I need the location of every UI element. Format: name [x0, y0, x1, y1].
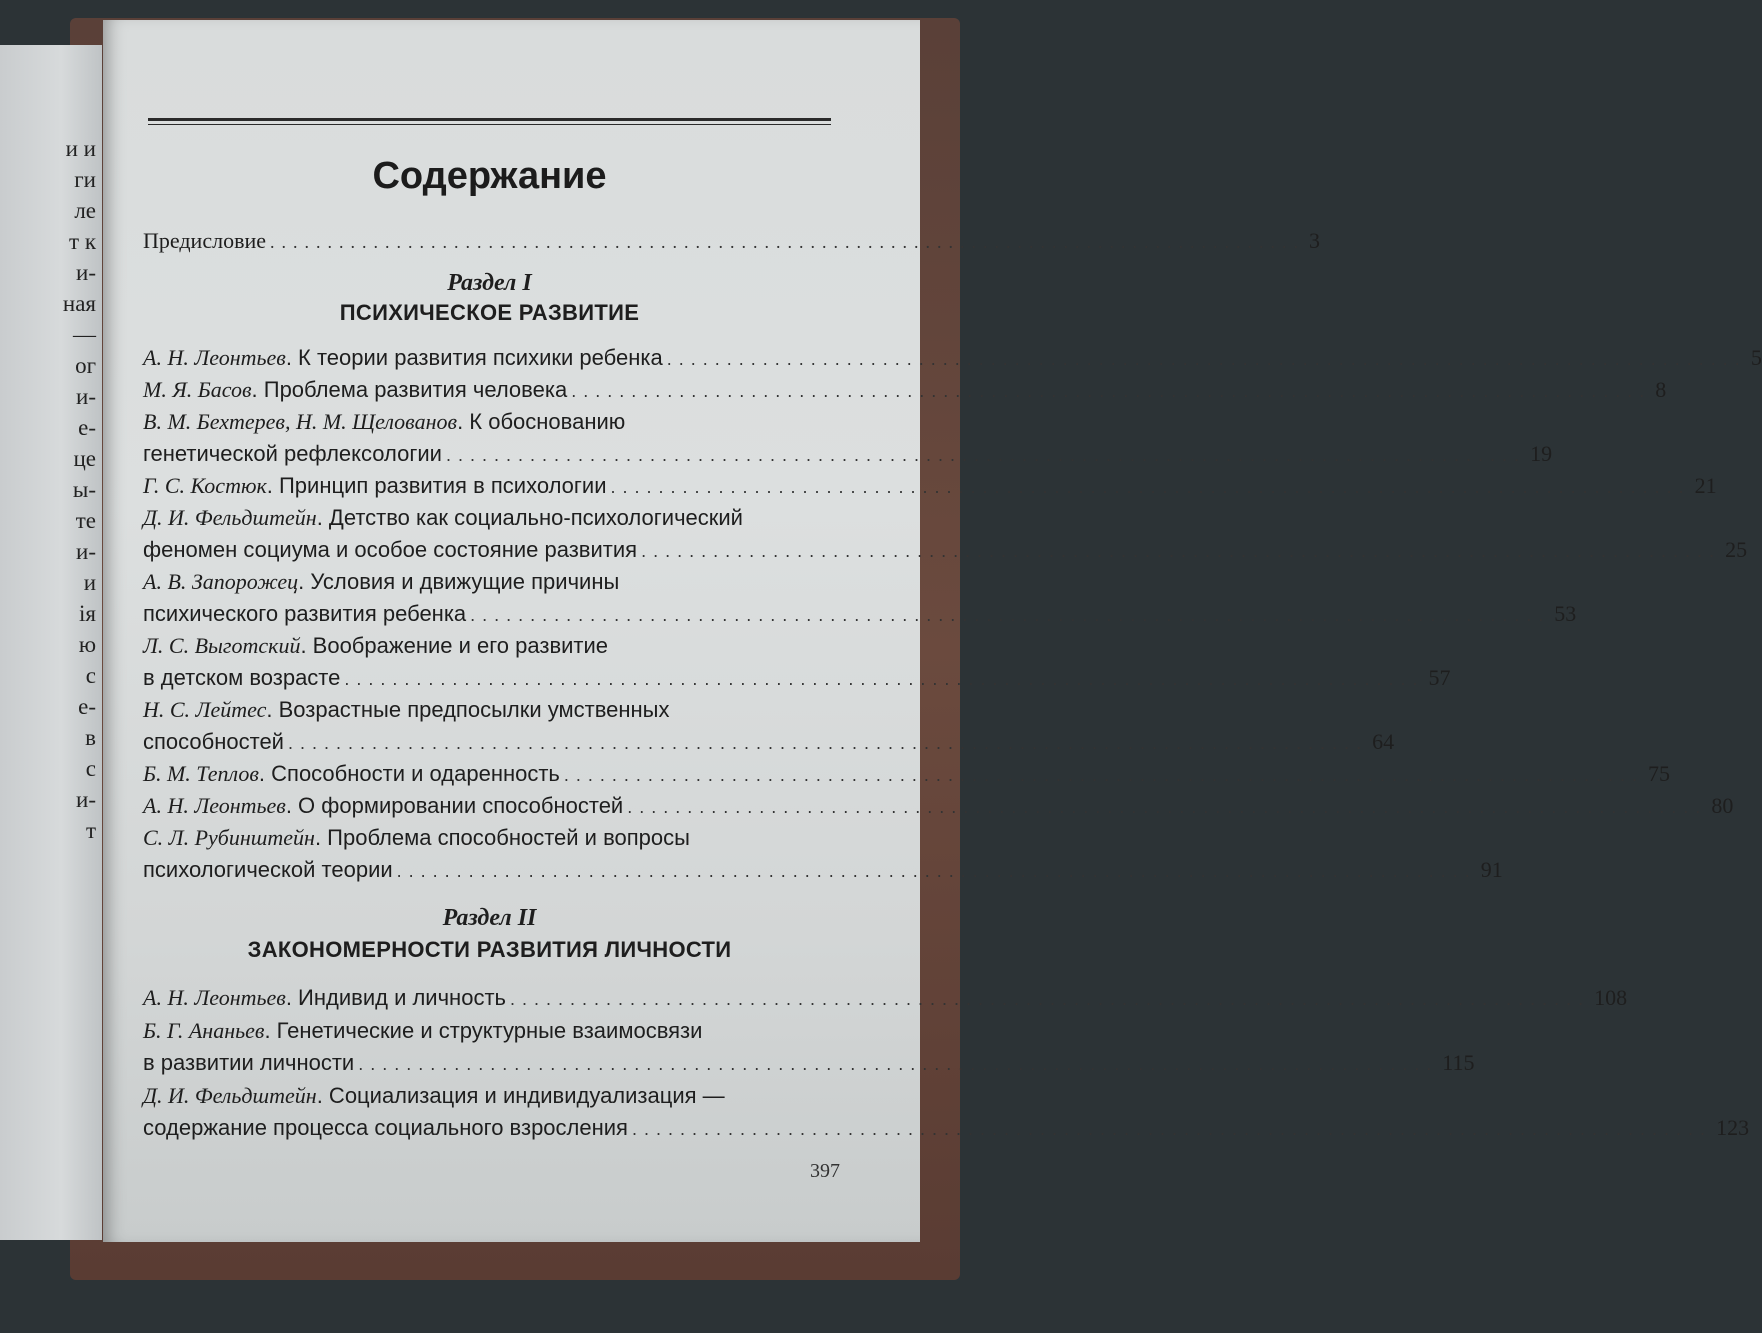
toc-entry-continuation: [143, 857, 1503, 889]
left-page-text-fragment: ы-: [72, 477, 96, 502]
toc-page-number: 21: [1694, 473, 1717, 498]
section-label: Раздел I: [447, 270, 532, 296]
toc-entry-work: . Принцип развития в психологии: [266, 473, 607, 498]
toc-entry-preface: [143, 228, 1320, 260]
toc-entry-work: . Генетические и структурные взаимосвязи: [264, 1017, 703, 1043]
toc-entry-author: А. Н. Леонтьев: [143, 793, 286, 818]
toc-entry: [143, 409, 836, 441]
left-page-text-fragment: и-: [76, 539, 96, 564]
toc-entry-work: психологической теории: [143, 857, 393, 882]
left-page-text-fragment: те: [75, 508, 96, 533]
toc-entry-author: А. Н. Леонтьев: [143, 985, 286, 1010]
toc-entry-author: А. В. Запорожец: [143, 569, 299, 594]
toc-entry-work: . К обоснованию: [457, 409, 626, 434]
toc-entry-author: Л. С. Выготский: [143, 633, 301, 658]
toc-entry-author: Б. М. Теплов: [143, 761, 259, 786]
toc-page-number: 3: [1309, 228, 1320, 253]
toc-entry-author: Д. И. Фельдштейн: [143, 505, 317, 530]
toc-page-number: 64: [1372, 729, 1395, 754]
toc-entry: [143, 697, 836, 729]
dot-leader: ..........................................................................................: [396, 861, 1477, 881]
left-page-text-fragment: ле: [74, 198, 96, 223]
toc-entry-work: . Детство как социально-психологический: [316, 505, 743, 530]
toc-entry-continuation: [143, 441, 1553, 473]
dot-leader: ..........................................................................................: [571, 381, 1652, 401]
left-page-text-fragment: е-: [78, 415, 96, 440]
toc-entry-title: Предисловие: [143, 228, 266, 253]
toc-entry-work: . О формировании способностей: [285, 793, 624, 818]
dot-leader: ..........................................................................................: [610, 477, 1691, 497]
toc-entry-author: Б. Г. Ананьев: [143, 1017, 265, 1043]
dot-leader: ..........................................................................................: [270, 232, 1305, 252]
toc-entry-continuation: [143, 601, 1577, 633]
toc-entry-author: М. Я. Басов: [143, 377, 252, 402]
left-page-text-fragment: ог: [75, 353, 96, 378]
toc-entry-work: способностей: [143, 729, 284, 754]
toc-entry-author: Н. С. Лейтес: [143, 697, 267, 722]
toc-entry: [143, 825, 836, 857]
toc-entry-work: . Условия и движущие причины: [298, 569, 620, 594]
header-rule-thin: [148, 124, 831, 125]
dot-leader: ..........................................................................................: [666, 349, 1747, 369]
left-page-text-fragment: —: [73, 322, 96, 347]
toc-entry-author: В. М. Бехтерев, Н. М. Щелованов: [143, 409, 458, 434]
left-page: [0, 45, 102, 1240]
toc-page-number: 19: [1530, 441, 1553, 466]
toc-entry-work: феномен социума и особое состояние развития: [143, 537, 638, 562]
toc-entry: [143, 377, 1667, 409]
toc-entry: [143, 633, 836, 665]
toc-entry-work: содержание процесса социального взросления: [143, 1115, 628, 1140]
toc-page-number: 80: [1711, 793, 1734, 818]
toc-entry-title: [143, 569, 619, 595]
page-title: Содержание: [372, 155, 607, 197]
toc-entry-continuation: [143, 1115, 1750, 1147]
left-page-text-fragment: ная: [62, 291, 96, 316]
dot-leader: ..........................................................................................: [631, 1119, 1713, 1139]
toc-entry-work: . К теории развития психики ребенка: [285, 345, 663, 370]
dot-leader: ..........................................................................................: [563, 765, 1644, 785]
left-page-text-fragment: с: [85, 663, 96, 688]
dot-leader: ..........................................................................................: [445, 445, 1527, 465]
toc-entry-title: [143, 345, 663, 371]
toc-entry: [143, 473, 1717, 505]
toc-entry-work: . Проблема способностей и вопросы: [314, 825, 690, 850]
toc-entry: [143, 1083, 836, 1115]
toc-entry-work: генетической рефлексологии: [143, 441, 442, 466]
left-page-text-fragment: и-: [76, 787, 96, 812]
toc-entry-work: в развитии личности: [143, 1050, 355, 1075]
toc-entry-title: [143, 825, 690, 851]
toc-entry: [143, 985, 1628, 1017]
toc-entry-title: [143, 377, 567, 403]
toc-page-number: 57: [1428, 665, 1451, 690]
toc-entry-continuation: [143, 537, 1748, 569]
toc-entry-title: [143, 409, 625, 435]
toc-entry-author: Г. С. Костюк: [143, 473, 267, 498]
toc-entry-work: психического развития ребенка: [143, 601, 467, 626]
toc-entry-work: . Воображение и его развитие: [300, 633, 609, 658]
toc-entry: [143, 569, 836, 601]
left-page-text-fragment: и-: [76, 384, 96, 409]
toc-page-number: 108: [1594, 985, 1628, 1010]
section-title: ПСИХИЧЕСКОЕ РАЗВИТИЕ: [339, 300, 640, 325]
dot-leader: ..........................................................................................: [358, 1054, 1439, 1074]
toc-entry-work: . Индивид и личность: [285, 985, 506, 1010]
left-page-text-fragment: и-: [76, 260, 96, 285]
toc-page-number: 75: [1648, 761, 1670, 786]
toc-entry-work: . Социализация и индивидуализация —: [316, 1082, 725, 1108]
left-page-text-fragment: е-: [78, 694, 96, 719]
left-page-text-fragment: ія: [79, 601, 96, 626]
left-page-text-fragment: ю: [78, 632, 96, 657]
toc-entry-title: [143, 473, 607, 499]
toc-entry-continuation: [143, 1050, 1475, 1082]
left-page-text-fragment: ги: [74, 167, 96, 192]
toc-entry-work: . Способности и одаренность: [258, 761, 560, 786]
dot-leader: ..........................................................................................: [287, 733, 1369, 753]
toc-entry: [143, 505, 836, 537]
toc-entry-work: . Возрастные предпосылки умственных: [266, 697, 670, 722]
section-label: Раздел II: [442, 905, 537, 931]
toc-entry-title: [143, 1083, 725, 1109]
toc-entry-author: Д. И. Фельдштейн: [143, 1082, 317, 1108]
toc-entry: [143, 761, 1670, 793]
toc-entry: [143, 345, 1762, 377]
toc-page-number: 5: [1750, 345, 1762, 370]
left-page-text-fragment: т к: [69, 229, 96, 254]
left-page-text-fragment: с: [85, 756, 96, 781]
toc-entry-author: А. Н. Леонтьев: [143, 345, 286, 370]
toc-entry-title: [143, 1018, 702, 1044]
dot-leader: ..........................................................................................: [344, 669, 1425, 689]
toc-entry-work: в детском возрасте: [143, 665, 341, 690]
left-page-text-fragment: и и: [65, 136, 96, 161]
section-title: ЗАКОНОМЕРНОСТИ РАЗВИТИЯ ЛИЧНОСТИ: [247, 937, 732, 962]
left-page-text-fragment: и: [83, 570, 96, 595]
toc-page-number: 53: [1554, 601, 1577, 626]
toc-entry-continuation: [143, 665, 1451, 697]
toc-page-number: 123: [1716, 1115, 1750, 1140]
toc-entry-work: . Проблема развития человека: [251, 377, 568, 402]
toc-entry-title: [143, 633, 608, 659]
toc-page-number: 25: [1725, 537, 1748, 562]
toc-entry: [143, 793, 1734, 825]
toc-entry-continuation: [143, 729, 1395, 761]
toc-page-number: 115: [1442, 1050, 1475, 1075]
left-page-text-fragment: це: [73, 446, 96, 471]
left-page-text-fragment: т: [85, 818, 96, 843]
toc-entry: [143, 1018, 836, 1050]
page-number: 397: [810, 1160, 840, 1182]
toc-entry-author: С. Л. Рубинштейн: [143, 825, 315, 850]
toc-entry-title: [143, 761, 560, 787]
toc-entry-title: [143, 985, 506, 1011]
toc-entry-title: [143, 505, 743, 531]
toc-entry-title: [143, 793, 623, 819]
dot-leader: ..........................................................................................: [470, 605, 1551, 625]
toc-page-number: 91: [1480, 857, 1503, 882]
dot-leader: ..........................................................................................: [641, 541, 1722, 561]
dot-leader: ..........................................................................................: [509, 989, 1591, 1009]
toc-entry-title: [143, 697, 670, 723]
toc-page-number: 8: [1655, 377, 1667, 402]
dot-leader: ..........................................................................................: [627, 797, 1708, 817]
header-rule-thick: [148, 118, 831, 121]
left-page-text-fragment: в: [85, 725, 96, 750]
